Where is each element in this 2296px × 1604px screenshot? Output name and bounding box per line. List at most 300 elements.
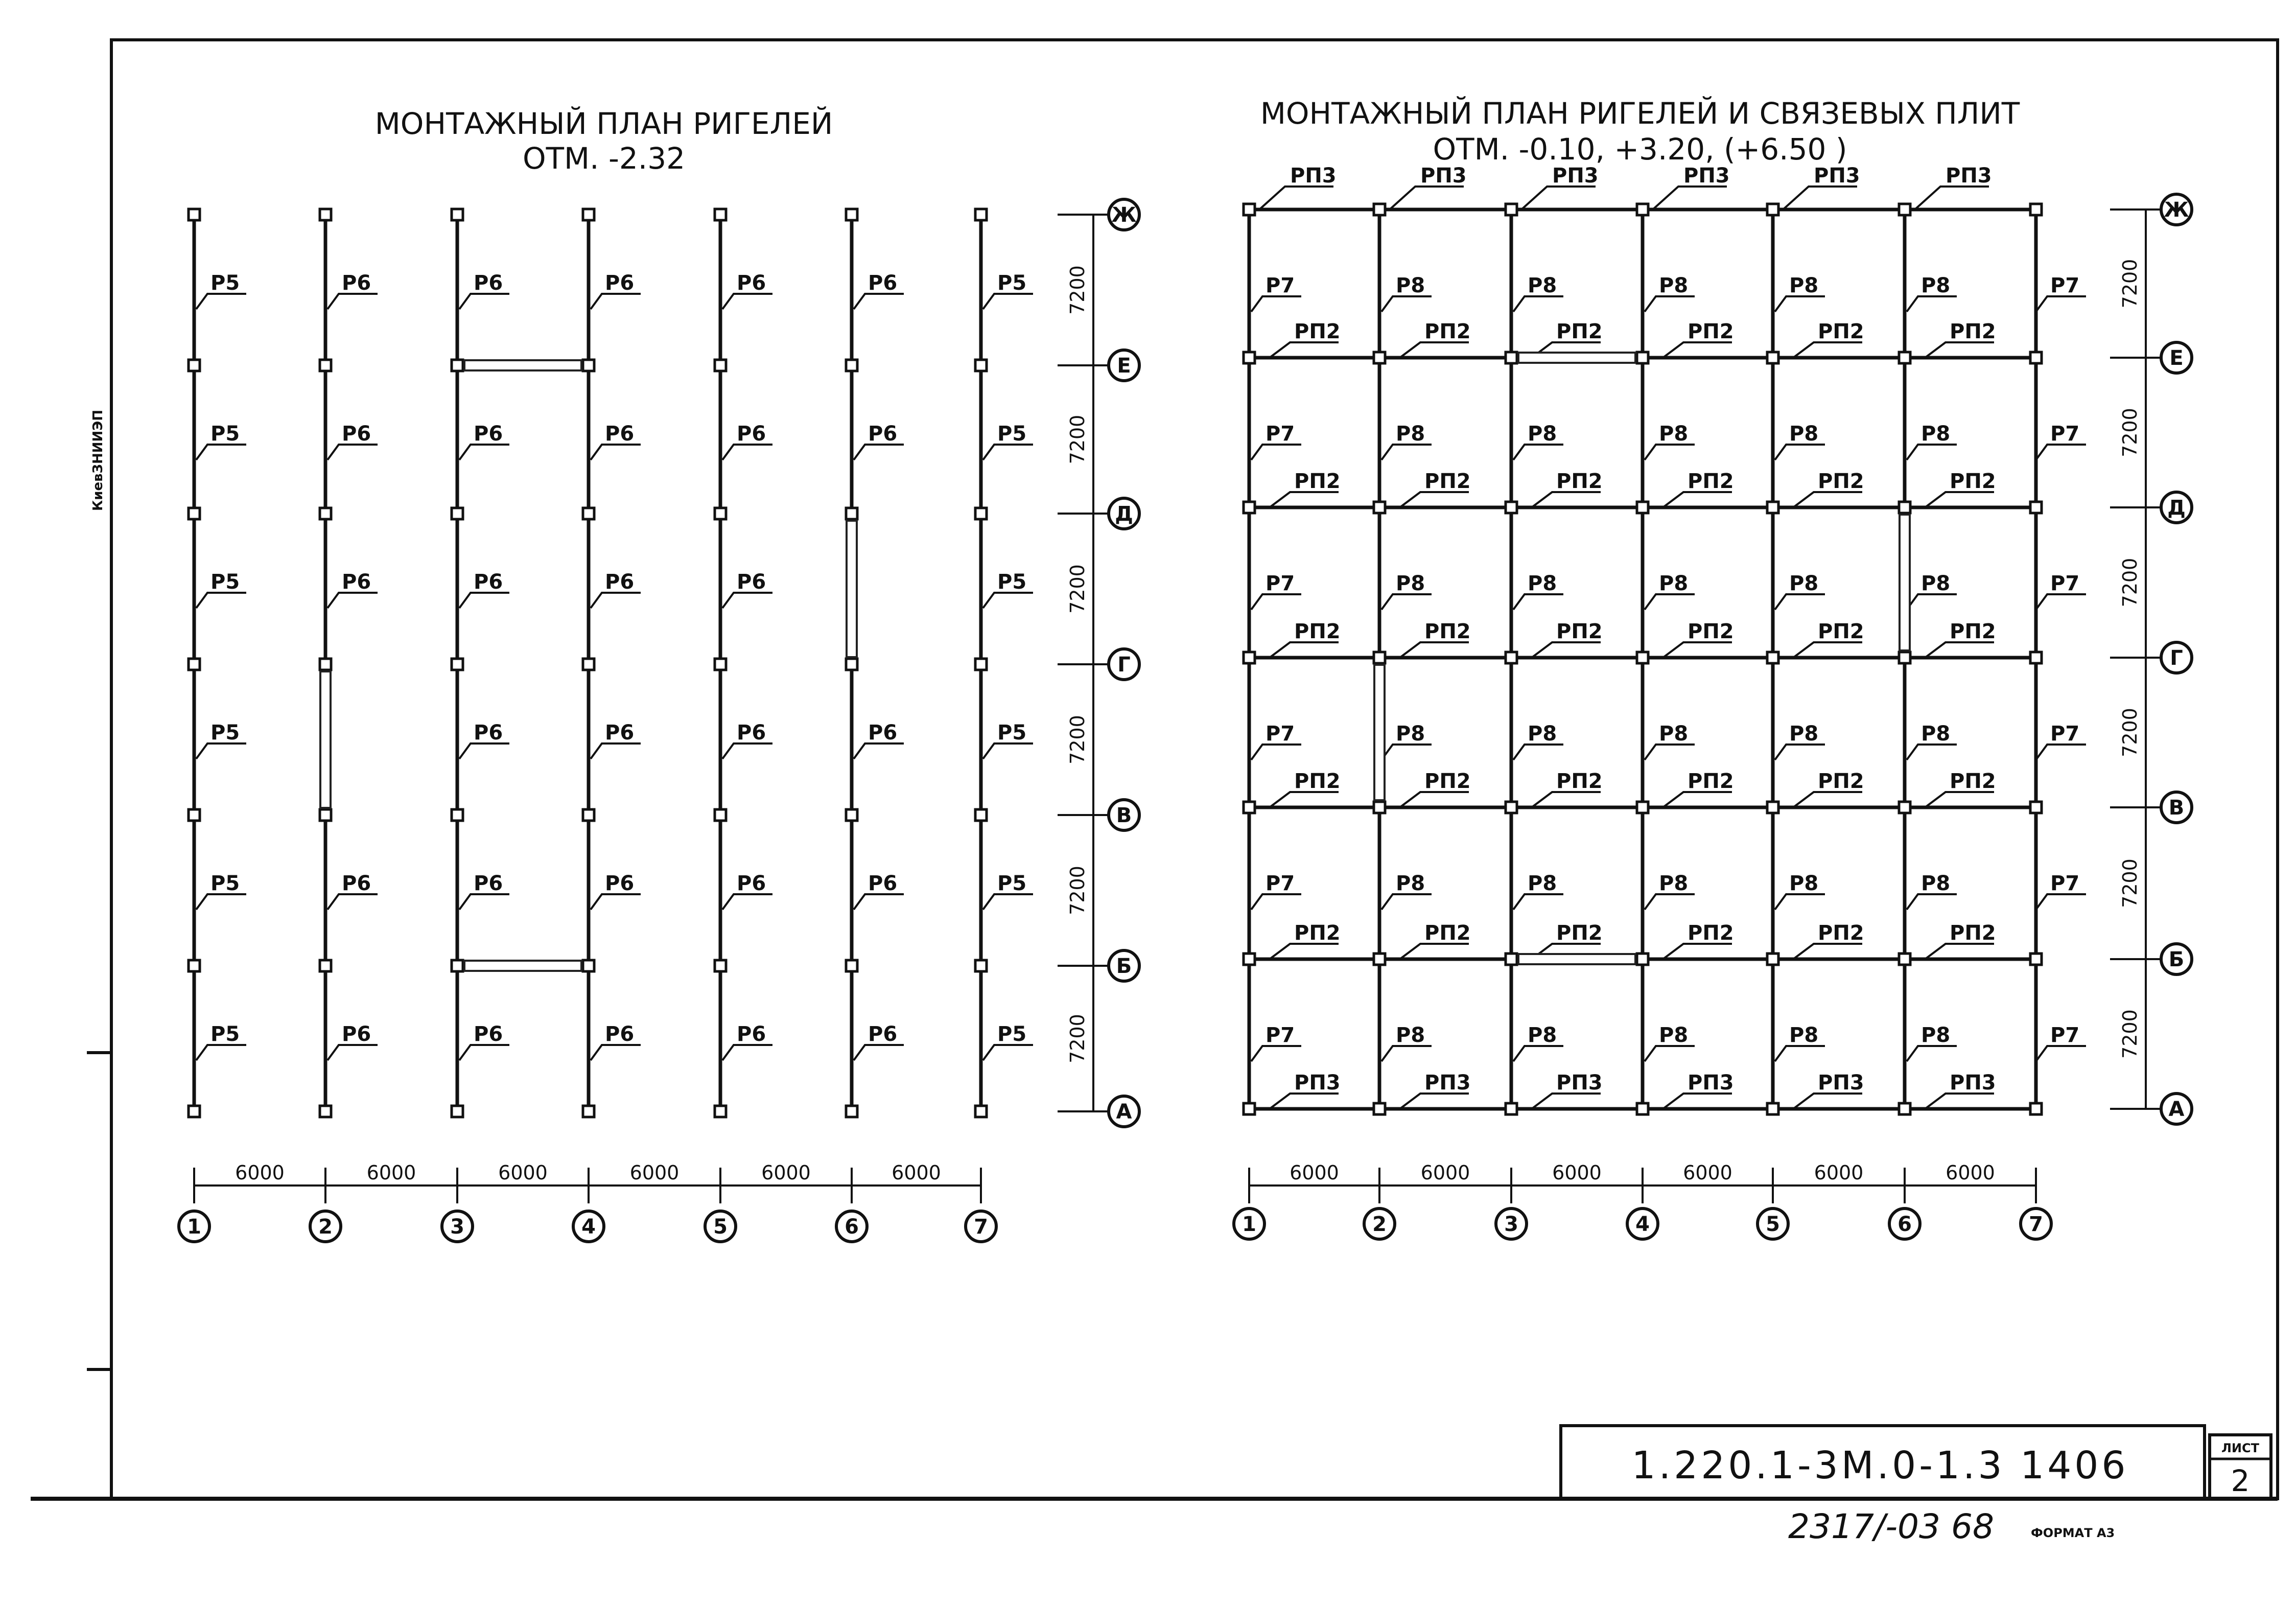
mark-leader [591, 1045, 641, 1060]
row-dimension: 7200 [2119, 557, 2141, 608]
mark-leader [2036, 594, 2086, 610]
beam-mark-label: Р6 [342, 570, 371, 594]
column-node [715, 508, 726, 519]
bay-dimension: 6000 [1683, 1161, 1732, 1184]
column-node [1899, 502, 1910, 513]
beam-mark-label: Р6 [342, 271, 371, 295]
mark-leader [1645, 894, 1695, 910]
mark-leader [854, 743, 904, 759]
row-axis-label: Е [2169, 346, 2184, 370]
mark-leader [1663, 944, 1732, 959]
row-axis-label: Ж [1111, 203, 1137, 227]
row-dimension: 7200 [1066, 414, 1089, 464]
beam-mark-label: Р6 [868, 1022, 898, 1046]
row-axis-label: В [2168, 796, 2185, 820]
plate-mark-label: РП2 [1818, 470, 1864, 493]
beam-mark-label: Р5 [997, 422, 1027, 446]
mark-leader [1645, 1046, 1695, 1061]
mark-leader [722, 294, 772, 309]
column-node [2030, 1103, 2042, 1114]
column-node [1637, 954, 1648, 965]
beam-mark-label: Р8 [1528, 872, 1557, 895]
mark-leader [1775, 1046, 1825, 1061]
column-node [1506, 204, 1517, 215]
mark-leader [459, 593, 509, 608]
column-node [1374, 502, 1385, 513]
column-node [1899, 204, 1910, 215]
plate-mark-label: РП2 [1556, 470, 1603, 493]
beam-mark-label: Р8 [1528, 722, 1557, 746]
left-plan [179, 199, 1139, 1242]
column-node [975, 1106, 987, 1117]
mark-leader [1925, 944, 1994, 959]
mark-leader [1513, 445, 1563, 460]
beam-mark-label: Р5 [210, 271, 240, 295]
beam-mark-label: Р7 [2050, 872, 2080, 895]
beam-mark-label: Р5 [210, 422, 240, 446]
column-node [1374, 1103, 1385, 1114]
mark-leader [1925, 792, 1994, 807]
mark-leader [1259, 187, 1333, 210]
mark-leader [1251, 1046, 1301, 1061]
plate-mark-label: РП2 [1818, 921, 1864, 945]
plate-mark-label: РП2 [1556, 320, 1603, 343]
beam-mark-label: Р8 [1659, 572, 1689, 595]
beam-mark-label: Р8 [1789, 274, 1819, 297]
plate-mark-label: РП3 [1424, 1071, 1471, 1095]
mark-leader [1907, 594, 1957, 610]
plate-mark-label: РП2 [1950, 620, 1996, 643]
plate-mark-label: РП2 [1294, 470, 1341, 493]
column-axis-label: 6 [1897, 1213, 1912, 1236]
mark-leader [1381, 296, 1432, 312]
column-node [715, 360, 726, 371]
drawing-code: 1.220.1-3М.0-1.3 1406 [1631, 1444, 2129, 1487]
plate-mark-label: РП2 [1688, 620, 1734, 643]
beam-mark-label: Р6 [737, 872, 766, 895]
column-node [1767, 802, 1778, 813]
mark-leader [983, 743, 1033, 759]
mark-leader [591, 294, 641, 309]
beam-mark-label: Р8 [1921, 722, 1951, 746]
column-node [189, 960, 200, 971]
beam-mark-label: Р6 [868, 271, 898, 295]
column-node [1506, 502, 1517, 513]
plate-mark-label: РП3 [1814, 164, 1860, 188]
row-axis-label: Б [1116, 955, 1132, 978]
mark-leader [1381, 445, 1432, 460]
beam-mark-label: Р6 [605, 1022, 635, 1046]
plate-mark-label: РП3 [1552, 164, 1599, 188]
mark-leader [1513, 745, 1563, 760]
beam-mark-label: Р7 [2050, 722, 2080, 746]
mark-leader [1521, 187, 1596, 210]
column-node [1899, 1103, 1910, 1114]
column-node [1244, 352, 1255, 363]
mark-leader [1793, 492, 1862, 507]
mark-leader [196, 445, 246, 460]
plate-mark-label: РП2 [1688, 921, 1734, 945]
mark-leader [459, 445, 509, 460]
column-node [189, 1106, 200, 1117]
mark-leader [854, 894, 904, 910]
beam-mark-label: Р7 [1266, 572, 1295, 595]
mark-leader [1532, 492, 1601, 507]
plate-mark-label: РП2 [1950, 320, 1996, 343]
bracing-plate [1900, 515, 1910, 650]
format-label: ФОРМАТ А3 [2031, 1526, 2115, 1540]
mark-leader [1270, 642, 1339, 658]
beam-mark-label: Р6 [737, 1022, 766, 1046]
plate-mark-label: РП2 [1818, 320, 1864, 343]
mark-leader [983, 294, 1033, 309]
beam-mark-label: Р6 [868, 422, 898, 446]
beam-mark-label: Р8 [1659, 722, 1689, 746]
plate-mark-label: РП2 [1950, 770, 1996, 793]
column-node [1374, 352, 1385, 363]
mark-leader [1925, 342, 1994, 358]
mark-leader [1645, 445, 1695, 460]
beam-mark-label: Р6 [605, 872, 635, 895]
mark-leader [591, 593, 641, 608]
plate-mark-label: РП2 [1818, 770, 1864, 793]
column-node [189, 809, 200, 821]
beam-mark-label: Р7 [1266, 422, 1295, 446]
beam-mark-label: Р6 [474, 570, 503, 594]
column-node [1374, 652, 1385, 663]
bracing-plate [1374, 665, 1385, 800]
title-block [1561, 1426, 2271, 1499]
beam-mark-label: Р8 [1659, 422, 1689, 446]
plate-mark-label: РП3 [1818, 1071, 1864, 1095]
beam-mark-label: Р8 [1921, 872, 1951, 895]
column-node [583, 360, 594, 371]
beam-mark-label: Р6 [605, 721, 635, 745]
column-node [452, 659, 463, 670]
mark-leader [591, 894, 641, 910]
column-node [320, 360, 331, 371]
mark-leader [327, 894, 378, 910]
beam-mark-label: Р8 [1528, 572, 1557, 595]
sheet-label: ЛИСТ [2221, 1441, 2260, 1455]
mark-leader [983, 445, 1033, 460]
beam-mark-label: Р6 [342, 872, 371, 895]
mark-leader [2036, 745, 2086, 760]
mark-leader [854, 294, 904, 309]
column-node [1637, 802, 1648, 813]
column-axis-label: 3 [1504, 1213, 1518, 1236]
plate-mark-label: РП2 [1688, 470, 1734, 493]
column-axis-label: 2 [1372, 1213, 1387, 1236]
mark-leader [196, 593, 246, 608]
mark-leader [196, 294, 246, 309]
row-axis-label: Д [1115, 502, 1133, 526]
row-axis-label: Д [2167, 496, 2186, 520]
column-node [1244, 502, 1255, 513]
column-node [320, 809, 331, 821]
column-node [2030, 204, 2042, 215]
mark-leader [1251, 894, 1301, 910]
column-node [715, 209, 726, 220]
mark-leader [1513, 894, 1563, 910]
column-node [1767, 652, 1778, 663]
column-node [975, 209, 987, 220]
row-axis-label: В [1116, 804, 1132, 827]
column-node [1506, 652, 1517, 663]
beam-mark-label: Р8 [1921, 274, 1951, 297]
column-node [1506, 352, 1517, 363]
mark-leader [196, 1045, 246, 1060]
mark-leader [1390, 187, 1464, 210]
mark-leader [1513, 594, 1563, 610]
column-axis-label: 5 [1766, 1213, 1780, 1236]
plate-mark-label: РП2 [1688, 770, 1734, 793]
mark-leader [1513, 296, 1563, 312]
column-node [1244, 652, 1255, 663]
bay-dimension: 6000 [235, 1161, 285, 1184]
mark-leader [1793, 642, 1862, 658]
beam-mark-label: Р6 [605, 422, 635, 446]
column-node [1637, 652, 1648, 663]
column-node [189, 659, 200, 670]
beam-mark-label: Р7 [1266, 722, 1295, 746]
bracing-plate [464, 961, 581, 971]
beam-mark-label: Р6 [737, 271, 766, 295]
beam-mark-label: Р6 [605, 271, 635, 295]
beam-mark-label: Р8 [1659, 872, 1689, 895]
row-axis-label: Б [2168, 948, 2185, 971]
mark-leader [854, 445, 904, 460]
mark-leader [1663, 342, 1732, 358]
bay-dimension: 6000 [498, 1161, 548, 1184]
mark-leader [1400, 492, 1469, 507]
row-dimension: 7200 [2119, 858, 2141, 908]
plate-mark-label: РП2 [1424, 921, 1471, 945]
bay-dimension: 6000 [1290, 1161, 1339, 1184]
beam-mark-label: Р8 [1659, 274, 1689, 297]
row-axis-label: Г [1117, 653, 1131, 677]
column-node [320, 1106, 331, 1117]
column-node [583, 209, 594, 220]
beam-mark-label: Р6 [474, 721, 503, 745]
mark-leader [1645, 594, 1695, 610]
column-node [1767, 204, 1778, 215]
column-node [452, 1106, 463, 1117]
column-node [975, 659, 987, 670]
beam-mark-label: Р6 [474, 1022, 503, 1046]
mark-leader [1775, 445, 1825, 460]
mark-leader [1381, 745, 1432, 760]
plate-mark-label: РП2 [1424, 620, 1471, 643]
bay-dimension: 6000 [1552, 1161, 1602, 1184]
column-node [715, 809, 726, 821]
column-axis-label: 6 [845, 1215, 859, 1239]
beam-mark-label: Р6 [868, 721, 898, 745]
mark-leader [2036, 1046, 2086, 1061]
beam-mark-label: Р6 [737, 422, 766, 446]
mark-leader [2036, 296, 2086, 312]
column-node [846, 209, 857, 220]
mark-leader [722, 593, 772, 608]
mark-leader [1663, 642, 1732, 658]
mark-leader [1400, 642, 1469, 658]
beam-mark-label: Р8 [1396, 1024, 1425, 1047]
column-axis-label: 3 [450, 1215, 464, 1239]
mark-leader [591, 445, 641, 460]
mark-leader [327, 294, 378, 309]
row-dimension: 7200 [2119, 259, 2141, 309]
row-dimension: 7200 [2119, 1009, 2141, 1059]
column-node [1637, 352, 1648, 363]
plate-mark-label: РП3 [1683, 164, 1730, 188]
column-node [1244, 954, 1255, 965]
bracing-plate [320, 671, 331, 808]
plate-mark-label: РП2 [1950, 921, 1996, 945]
mark-leader [1793, 792, 1862, 807]
mark-leader [1907, 745, 1957, 760]
column-node [846, 809, 857, 821]
mark-leader [983, 894, 1033, 910]
mark-leader [196, 894, 246, 910]
bracing-plate [847, 521, 857, 657]
mark-leader [459, 743, 509, 759]
column-node [1899, 352, 1910, 363]
column-node [975, 508, 987, 519]
mark-leader [459, 294, 509, 309]
plate-mark-label: РП2 [1424, 470, 1471, 493]
beam-mark-label: Р7 [2050, 572, 2080, 595]
mark-leader [854, 1045, 904, 1060]
beam-mark-label: Р8 [1789, 572, 1819, 595]
beam-mark-label: Р7 [1266, 872, 1295, 895]
column-axis-label: 5 [713, 1215, 728, 1239]
beam-mark-label: Р8 [1528, 422, 1557, 446]
mark-leader [1251, 594, 1301, 610]
beam-mark-label: Р8 [1396, 274, 1425, 297]
mark-leader [1270, 944, 1339, 959]
beam-mark-label: Р7 [2050, 422, 2080, 446]
plate-mark-label: РП2 [1818, 620, 1864, 643]
mark-leader [1907, 1046, 1957, 1061]
column-node [189, 360, 200, 371]
column-node [1374, 802, 1385, 813]
mark-leader [983, 1045, 1033, 1060]
mark-leader [722, 894, 772, 910]
bracing-plate [464, 360, 581, 370]
plate-mark-label: РП2 [1294, 770, 1341, 793]
column-node [2030, 954, 2042, 965]
beam-mark-label: Р8 [1528, 1024, 1557, 1047]
mark-leader [1270, 342, 1339, 358]
column-node [452, 209, 463, 220]
column-axis-label: 1 [1242, 1213, 1256, 1236]
row-axis-label: А [1116, 1100, 1132, 1124]
column-axis-label: 1 [187, 1215, 201, 1239]
column-node [583, 1106, 594, 1117]
row-dimension: 7200 [1066, 715, 1089, 764]
column-node [846, 659, 857, 670]
mark-leader [327, 593, 378, 608]
column-node [1506, 1103, 1517, 1114]
plate-mark-label: РП2 [1294, 320, 1341, 343]
column-node [975, 360, 987, 371]
column-node [1767, 352, 1778, 363]
beam-mark-label: Р6 [868, 872, 898, 895]
mark-leader [1251, 445, 1301, 460]
bracing-plate [1518, 954, 1635, 964]
column-node [1899, 802, 1910, 813]
column-axis-label: 7 [2029, 1213, 2043, 1236]
plate-mark-label: РП2 [1294, 620, 1341, 643]
left-plan-subtitle: ОТМ. -2.32 [522, 141, 686, 176]
plate-mark-label: РП2 [1556, 921, 1603, 945]
column-node [583, 659, 594, 670]
mark-leader [1532, 1094, 1601, 1109]
column-node [2030, 652, 2042, 663]
row-dimension: 7200 [1066, 265, 1089, 315]
column-node [1506, 954, 1517, 965]
column-node [452, 960, 463, 971]
beam-mark-label: Р5 [997, 1022, 1027, 1046]
margin-stamp: КиевЗНИИЭП [90, 409, 106, 511]
beam-mark-label: Р5 [997, 570, 1027, 594]
plate-mark-label: РП2 [1424, 770, 1471, 793]
row-dimension: 7200 [1066, 564, 1089, 614]
column-node [1767, 502, 1778, 513]
mark-leader [1775, 894, 1825, 910]
beam-mark-label: Р6 [474, 872, 503, 895]
row-axis-label: Г [2170, 646, 2183, 670]
mark-leader [1532, 792, 1601, 807]
mark-leader [722, 1045, 772, 1060]
column-node [2030, 802, 2042, 813]
beam-mark-label: Р5 [210, 872, 240, 895]
column-node [1767, 954, 1778, 965]
column-node [1637, 502, 1648, 513]
column-node [452, 809, 463, 821]
beam-mark-label: Р5 [210, 721, 240, 745]
column-node [1767, 1103, 1778, 1114]
row-axis-label: Ж [2164, 198, 2189, 222]
beam-mark-label: Р8 [1921, 1024, 1951, 1047]
beam-mark-label: Р8 [1528, 274, 1557, 297]
beam-mark-label: Р8 [1789, 722, 1819, 746]
mark-leader [327, 445, 378, 460]
column-node [1244, 204, 1255, 215]
mark-leader [1400, 944, 1469, 959]
column-axis-label: 4 [1635, 1213, 1650, 1236]
bay-dimension: 6000 [1420, 1161, 1470, 1184]
beam-mark-label: Р5 [997, 872, 1027, 895]
plate-mark-label: РП2 [1688, 320, 1734, 343]
mark-leader [1793, 1094, 1862, 1109]
row-axis-label: А [2168, 1098, 2185, 1121]
mark-leader [1907, 296, 1957, 312]
beam-mark-label: Р8 [1789, 1024, 1819, 1047]
plate-mark-label: РП2 [1294, 921, 1341, 945]
mark-leader [1381, 894, 1432, 910]
mark-leader [1270, 792, 1339, 807]
mark-leader [1251, 296, 1301, 312]
row-dimension: 7200 [2119, 708, 2141, 757]
beam-mark-label: Р8 [1921, 572, 1951, 595]
beam-mark-label: Р5 [997, 271, 1027, 295]
column-node [1244, 802, 1255, 813]
plate-mark-label: РП2 [1950, 470, 1996, 493]
mark-leader [1907, 445, 1957, 460]
mark-leader [1532, 642, 1601, 658]
beam-mark-label: Р8 [1789, 422, 1819, 446]
